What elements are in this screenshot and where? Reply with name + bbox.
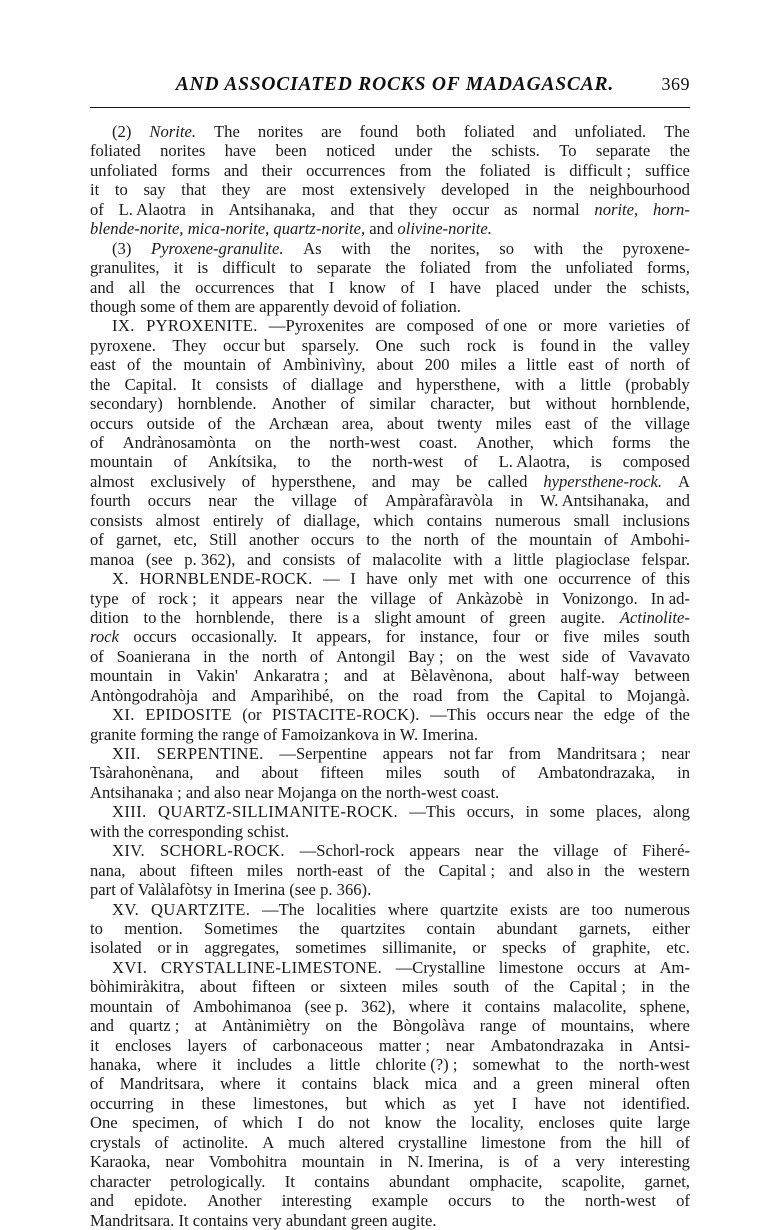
- paragraph-hornblende-rock: X. HORNBLENDE-ROCK. — I have only met with one occurrence of this type of rock ; it appears near the village of Ankàzobè in Vonizongo. In ad- dition to the hornblende, there is a slight amount of green augite. Actinolite- rock occurs occasionally. It appears, for instance, four or five miles south of Soanierana in the north of Antongil Bay ; on the west side of Vavavato mountain in Vakin' Ankaratra ; and at Bèlavènona, about half-way between Antòngodrahòja and Amparìhibé, on the road from the Capital to Mojangà.: [90, 569, 690, 705]
- page-number: 369: [661, 74, 690, 94]
- paragraph-quartz-sillimanite-rock: XIII. QUARTZ-SILLIMANITE-ROCK. —This occurs, in some places, along with the corresponding schist.: [90, 802, 690, 841]
- paragraph-epidosite: XI. EPIDOSITE (or PISTACITE-ROCK). —This occurs near the edge of the granite forming the range of Famoizankova in W. Imerina.: [90, 705, 690, 744]
- paragraph-pyroxene-granulite: (3) Pyroxene-granulite. As with the norites, so with the pyroxene- granulites, it is difficult to separate the foliated from the unfoliated forms, and all the occurrences that I know of I have placed under the schists, though some of them are apparently devoid of foliation.: [90, 238, 690, 316]
- body-text: [90, 122, 690, 1230]
- paragraph-schorl-rock: XIV. SCHORL-ROCK. —Schorl-rock appears near the village of Fiheré- nana, about fifteen miles north-east of the Capital ; and also in the western part of Valàlafòtsy in Imerina (see p. 366).: [90, 841, 690, 900]
- paragraph-norite: (2) Norite. The norites are found both foliated and unfoliated. The foliated norites have been noticed under the schists. To separate the unfoliated forms and their occurrences from the foliated is difficult ; suffice it to say that they are most extensively developed in the neighbourhood of L. Alaotra in Antsihanaka, and that they occur as normal norite, horn- blende-norite, mica-norite, quartz-norite, and olivine-norite.: [90, 122, 690, 239]
- paragraph-quartzite: XV. QUARTZITE. —The localities where quartzite exists are too numerous to mention. Sometimes the quartzites contain abundant garnets, either isolated or in aggregates, sometimes sillimanite, or specks of graphite, etc.: [90, 899, 690, 958]
- header-rule: [90, 107, 690, 108]
- paragraph-serpentine: XII. SERPENTINE. —Serpentine appears not far from Mandritsara ; near Tsàrahonènana, and about fifteen miles south of Ambatondrazaka, in Antsihanaka ; and also near Mojanga on the north-west coast.: [90, 744, 690, 802]
- running-head-title: AND ASSOCIATED ROCKS OF MADAGASCAR.: [175, 74, 614, 95]
- running-head: [90, 70, 690, 96]
- paragraph-crystalline-limestone: XVI. CRYSTALLINE-LIMESTONE. —Crystalline limestone occurs at Am- bòhimiràkitra, about fifteen or sixteen miles south of the Capital ; in the mountain of Ambohimanoa (see p. 362), where it contains malacolite, sphene, and quartz ; at Antànimiètry on the Bòngolàva range of mountains, where it encloses layers of carbonaceous matter ; near Ambatondrazaka in Antsi- hanaka, where it includes a little chlorite (?) ; somewhat to the north-west of Mandritsara, where it contains black mica and a green mineral often occurring in these limestones, but which as yet I have not identified. One specimen, of which I do not know the locality, encloses quite large crystals of actinolite. A much altered crystalline limestone from the hill of Karaoka, near Vombohitra mountain in N. Imerina, is of a very interesting character petrologically. It contains abundant omphacite, scapolite, garnet, and epidote. Another interesting example occurs to the north-west of Mandritsara. It contains very abundant green augite.: [90, 957, 690, 1230]
- paragraph-pyroxenite: IX. PYROXENITE. —Pyroxenites are composed of one or more varieties of pyroxene. They occur but sparsely. One such rock is found in the valley east of the mountain of Ambìnivìny, about 200 miles a little east of north of the Capital. It consists of diallage and hypersthene, with a little (probably secondary) hornblende. Another of similar character, but without hornblende, occurs outside of the Archæan area, about twenty miles east of the village of Andrànosamònta on the north-west coast. Another, which forms the mountain of Ankítsika, to the north-west of L. Alaotra, is composed almost exclusively of hypersthene, and may be called hypersthene-rock. A fourth occurs near the village of Ampàrafàravòla in W. Antsihanaka, and consists almost entirely of diallage, which contains numerous small inclusions of garnet, etc, Still another occurs to the north of the mountain of Ambohi- manoa (see p. 362), and consists of malacolite with a little plagioclase felspar.: [90, 316, 690, 569]
